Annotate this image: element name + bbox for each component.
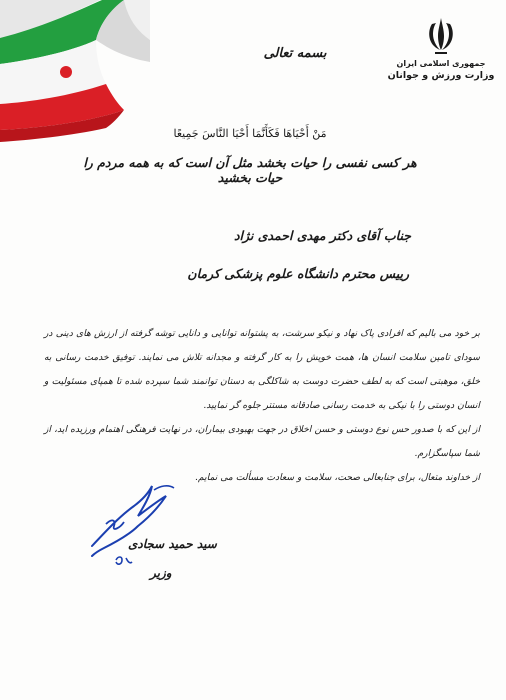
signer-title: وزیر xyxy=(150,566,172,580)
signer-name: سید حمید سجادی xyxy=(128,537,217,551)
body-paragraph-2: از این که با صدور حس نوع دوستی و حسن اخلاق در جهت بهبودی بیماران، در نهایت فرهنگی اهتمام ورزیده اید، از شما سپاسگزارم. xyxy=(44,424,480,459)
letter-body xyxy=(44,322,480,490)
body-paragraph-1: بر خود می بالیم که افرادی پاک نهاد و نیکو سرشت، به پشتوانه توانایی و دانایی توشه گرفته از ارزش های دینی در سودای تامین سلامت انسان ها، همت خویش را به کار گرفته و مجدانه تلاش می نمایند. توفیق خدمت رسانی به خلق، موهبتی است که به لطف حضرت دوست به شاکلگی به دستان توانمند شما سپرده شده تا همپای مسئولیت و انسان دوستی را با نیکی به خدمت رسانی صادقانه مستتر جلوه گر نمایید. xyxy=(44,328,480,411)
handwritten-signature xyxy=(86,476,196,586)
quran-verse: مَنْ أَحْيَاهَا فَكَأَنَّمَا أَحْيَا النَّاسَ جَمِيعًا xyxy=(173,127,327,140)
recipient-position: رییس محترم دانشگاه علوم پزشکی کرمان xyxy=(187,266,409,281)
body-paragraph-3: از خداوند متعال، برای جنابعالی صحت، سلامت و سعادت مسألت می نمایم. xyxy=(195,472,480,483)
ministry-name: وزارت ورزش و جوانان xyxy=(387,70,495,81)
emblem-icon xyxy=(424,14,458,58)
verse-translation: هر کسی نفسی را حیات بخشد مثل آن است که به همه مردم را حیات بخشید xyxy=(83,155,417,185)
recipient-name: جناب آقای دکتر مهدی احمدی نژاد xyxy=(233,228,411,243)
country-name: جمهوری اسلامی ایران xyxy=(396,59,486,68)
ministry-header xyxy=(386,58,496,82)
bismillah-heading: بسمه تعالی xyxy=(263,46,327,61)
